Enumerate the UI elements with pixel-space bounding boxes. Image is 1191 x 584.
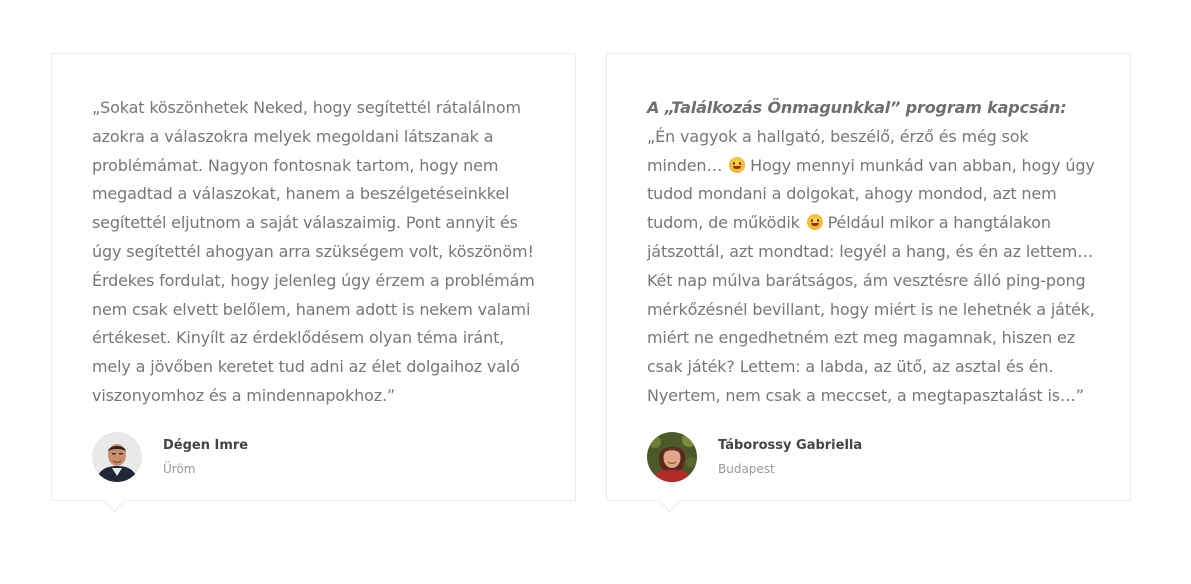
quote-text-part2: Hogy mennyi munkád van abban, hogy úgy tudod mondani a dolgokat, ahogy mondod, azt nem tudom, de működik [647, 155, 1095, 233]
speech-tail [659, 491, 680, 512]
testimonial-author [92, 431, 248, 483]
testimonial-quote: „Sokat köszönhetek Neked, hogy segítettél rátalálnom azokra a válaszokra melyek megoldani látszanak a problémámat. Nagyon fontosnak tartom, hogy nem megadtad a válaszokat, hanem a beszélgetéseinkkel segítettél eljutnom a saját válaszaimig. Pont annyit és úgy segítettél ahogyan arra szükségem volt, köszönöm! Érdekes fordulat, hogy jelenleg úgy érzem a problémám nem csak elvett belőlem, hanem adott is nekem valami értékeset. Kinyílt az érdeklődésem olyan téma iránt, mely a jövőben keretet tud adni az élet dolgaihoz való viszonyomhoz és a mindennapokhoz.” [92, 98, 535, 405]
testimonial-author [647, 431, 862, 483]
testimonial-quote [647, 94, 1097, 411]
avatar [647, 432, 697, 482]
testimonial-lead: A „Találkozás Önmagunkkal” program kapcsán: [647, 98, 1067, 117]
author-name: Dégen Imre [163, 438, 249, 453]
author-place: Budapest [718, 462, 775, 476]
avatar [92, 432, 142, 482]
smiling-face-icon [807, 214, 823, 230]
speech-tail [104, 491, 125, 512]
testimonial-card [606, 53, 1131, 501]
quote-text-part1: „Én vagyok a hallgató, beszélő, érző és még sok minden… [647, 126, 1029, 175]
quote-text-part3: Például mikor a hangtálakon játszottál, azt mondtad: legyél a hang, és én az lettem… Két nap múlva barátságos, ám vesztésre álló ping-pong mérkőzésnél bevillant, hogy miért is ne lehetnék a játék, miért ne engedhetném ezt meg magamnak, hiszen ez csak játék? Lettem: a labda, az ütő, az asztal és én. Nyertem, nem csak a meccset, a megtapasztalást is…” [647, 213, 1095, 405]
smiling-face-icon [729, 157, 745, 173]
author-name: Táborossy Gabriella [718, 438, 863, 453]
testimonial-card [51, 53, 576, 501]
author-place: Üröm [163, 462, 196, 476]
